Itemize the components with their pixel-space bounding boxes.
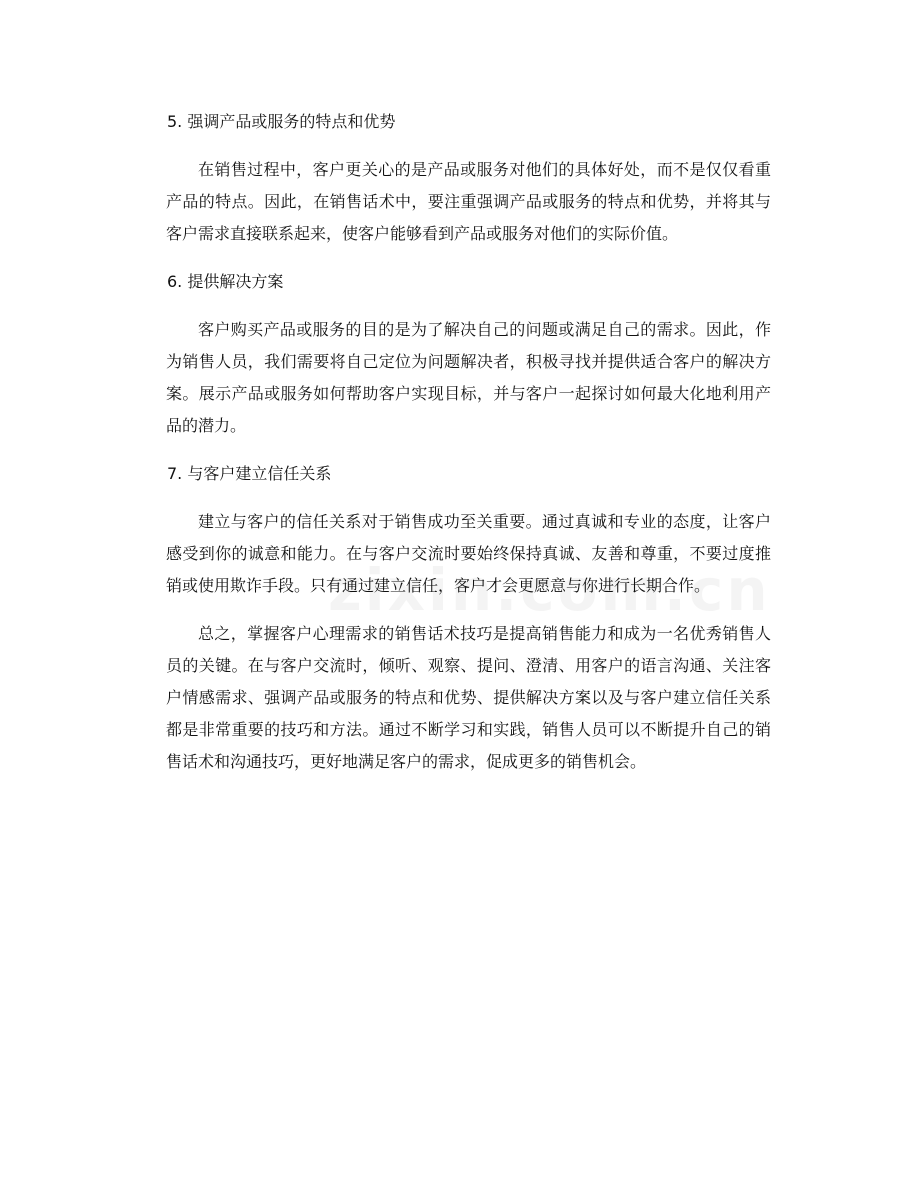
section-heading-7: 7. 与客户建立信任关系	[167, 464, 332, 483]
section-paragraph-6: 客户购买产品或服务的目的是为了解决自己的问题或满足自己的需求。因此，作为销售人员，我们需要将自己定位为问题解决者，积极寻找并提供适合客户的解决方案。展示产品或服务如何帮助客户实现目标，并与客户一起探讨如何最大化地利用产品的潜力。	[166, 320, 771, 435]
section-paragraph-7: 建立与客户的信任关系对于销售成功至关重要。通过真诚和专业的态度，让客户感受到你的诚意和能力。在与客户交流时要始终保持真诚、友善和尊重，不要过度推销或使用欺诈手段。只有通过建立信任，客户才会更愿意与你进行长期合作。	[166, 512, 771, 595]
section-heading-6: 6. 提供解决方案	[167, 272, 284, 291]
document-body	[166, 106, 771, 778]
conclusion-paragraph: 总之，掌握客户心理需求的销售话术技巧是提高销售能力和成为一名优秀销售人员的关键。在与客户交流时，倾听、观察、提问、澄清、用客户的语言沟通、关注客户情感需求、强调产品或服务的特点和优势、提供解决方案以及与客户建立信任关系都是非常重要的技巧和方法。通过不断学习和实践，销售人员可以不断提升自己的销售话术和沟通技巧，更好地满足客户的需求，促成更多的销售机会。	[166, 624, 771, 771]
section-heading-5: 5. 强调产品或服务的特点和优势	[167, 112, 396, 131]
section-paragraph-5: 在销售过程中，客户更关心的是产品或服务对他们的具体好处，而不是仅仅看重产品的特点。因此，在销售话术中，要注重强调产品或服务的特点和优势，并将其与客户需求直接联系起来，使客户能够看到产品或服务对他们的实际价值。	[166, 160, 771, 243]
